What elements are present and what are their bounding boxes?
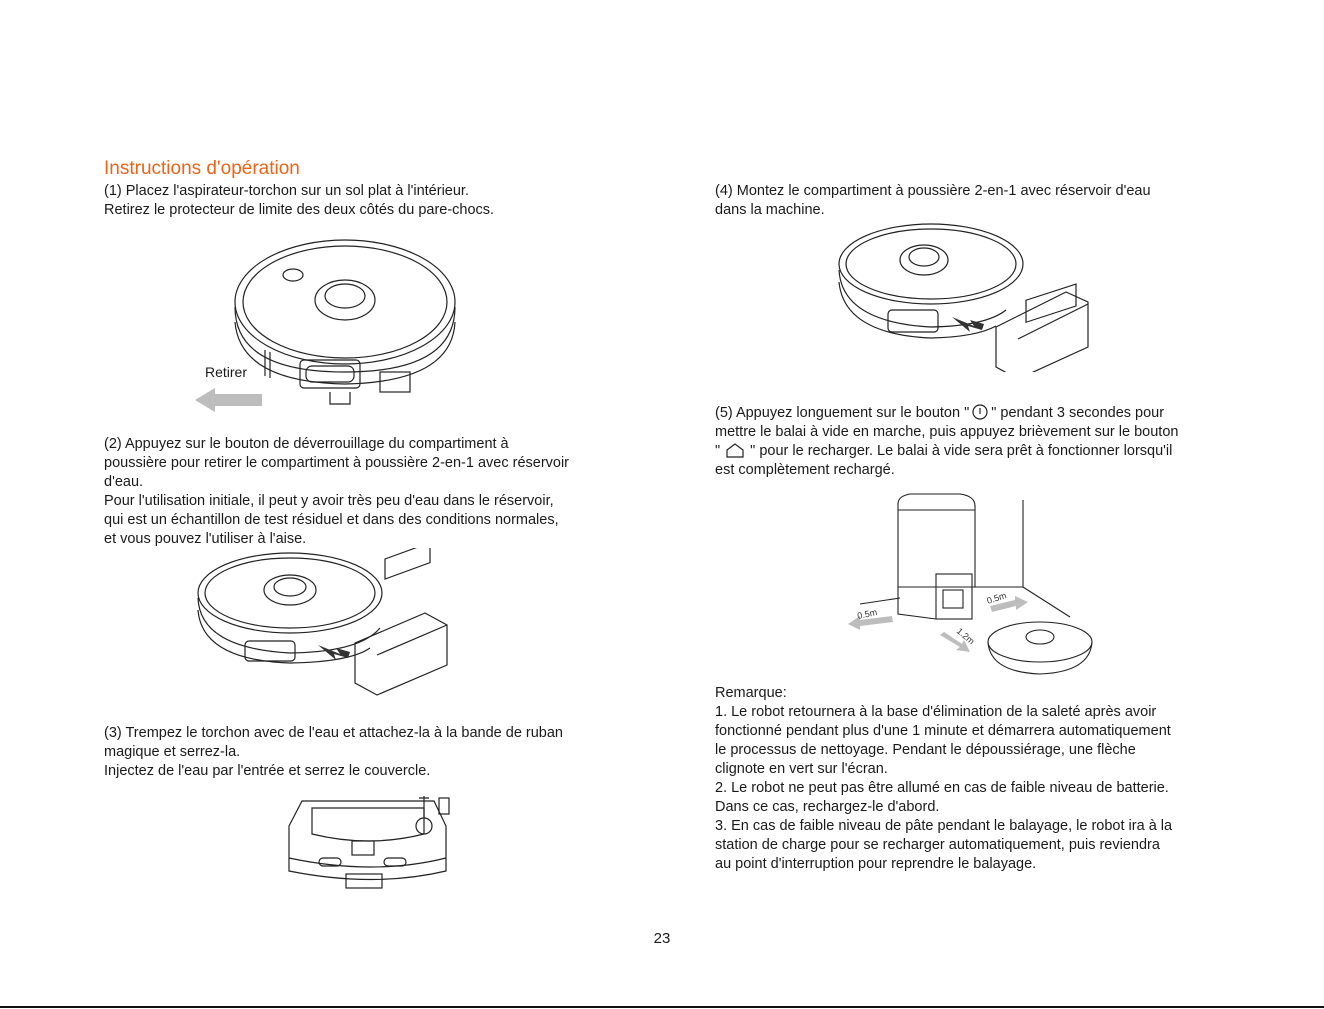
step5-line1-end: " pendant 3 secondes pour — [991, 405, 1165, 421]
insert-arrow-icon — [952, 317, 984, 332]
remarque-line: station de charge pour se recharger automatiquement, puis reviendra — [715, 837, 1160, 853]
remarque-line: au point d'interruption pour reprendre le balayage. — [715, 856, 1037, 872]
step3-text — [104, 724, 563, 781]
step5-line3-end: " pour le recharger. Le balai à vide sera prêt à fonctionner lorsqu'il — [750, 443, 1173, 459]
water-tank-figure — [284, 786, 464, 896]
step3-line: Injectez de l'eau par l'entrée et serrez le couvercle. — [104, 763, 431, 779]
dustbin-removal-illustration — [190, 548, 460, 703]
robot-remove-protector-figure — [190, 232, 470, 417]
step4-line: dans la machine. — [715, 202, 825, 218]
step5-line2: mettre le balai à vide en marche, puis appuyez brièvement sur le bouton — [715, 424, 1179, 440]
left-distance-label: 0.5m — [856, 607, 878, 621]
robot-insert-dustbin-figure — [836, 222, 1098, 372]
left-arrow-icon — [195, 388, 262, 412]
step5-text — [715, 404, 1178, 480]
station-clearance-illustration — [840, 492, 1100, 697]
step5-line4: est complètement rechargé. — [715, 462, 895, 478]
remarque-line: 2. Le robot ne peut pas être allumé en cas de faible niveau de batterie. — [715, 780, 1169, 796]
front-distance-label: 1.2m — [954, 625, 977, 647]
step5-line1-start: (5) Appuyez longuement sur le bouton " — [715, 405, 970, 421]
step5-line3 — [715, 442, 1178, 461]
step1-text — [104, 182, 494, 220]
home-icon — [724, 442, 746, 458]
step2-line: (2) Appuyez sur le bouton de déverrouillage du compartiment à — [104, 436, 509, 452]
step2-line: et vous pouvez l'utiliser à l'aise. — [104, 531, 307, 547]
remarque-line: 3. En cas de faible niveau de pâte pendant le balayage, le robot ira à la — [715, 818, 1173, 834]
step2-line: qui est un échantillon de test résiduel et dans des conditions normales, — [104, 512, 559, 528]
step3-line: magique et serrez-la. — [104, 744, 241, 760]
remove-label: Retirer — [205, 364, 248, 380]
step4-line: (4) Montez le compartiment à poussière 2-en-1 avec réservoir d'eau — [715, 183, 1151, 199]
step4-text — [715, 182, 1151, 220]
remarque-title: Remarque: — [715, 685, 787, 701]
step3-line: (3) Trempez le torchon avec de l'eau et attachez-la à la bande de ruban — [104, 725, 563, 741]
remarque-line: le processus de nettoyage. Pendant le dépoussiérage, une flèche — [715, 742, 1136, 758]
step1-line: Retirez le protecteur de limite des deux côtés du pare-chocs. — [104, 202, 495, 218]
step5-line1 — [715, 404, 1178, 423]
step2-text — [104, 435, 569, 549]
remarque-line: 1. Le robot retournera à la base d'élimination de la saleté après avoir — [715, 704, 1157, 720]
step1-line: (1) Placez l'aspirateur-torchon sur un sol plat à l'intérieur. — [104, 183, 469, 199]
bottom-rule — [0, 1006, 1324, 1008]
page-heading: Instructions d'opération — [104, 158, 300, 179]
power-icon — [971, 404, 989, 420]
charging-station-placement-figure — [840, 492, 1100, 697]
robot-remove-dustbin-figure — [190, 548, 460, 703]
dustbin-insertion-illustration — [836, 222, 1098, 372]
robot-vacuum-illustration — [190, 232, 470, 417]
step2-line: d'eau. — [104, 474, 144, 490]
remarque-line: clignote en vert sur l'écran. — [715, 761, 888, 777]
remarque-line: fonctionné pendant plus d'une 1 minute et démarrera automatiquement — [715, 723, 1171, 739]
remarque-text — [715, 684, 1172, 874]
step2-line: poussière pour retirer le compartiment à poussière 2-en-1 avec réservoir — [104, 455, 570, 471]
step5-line3-start: " — [715, 443, 721, 459]
remarque-line: Dans ce cas, rechargez-le d'abord. — [715, 799, 940, 815]
water-tank-illustration — [284, 786, 464, 896]
page-number: 23 — [653, 930, 671, 947]
step2-line: Pour l'utilisation initiale, il peut y avoir très peu d'eau dans le réservoir, — [104, 493, 554, 509]
right-distance-label: 0.5m — [985, 590, 1008, 606]
